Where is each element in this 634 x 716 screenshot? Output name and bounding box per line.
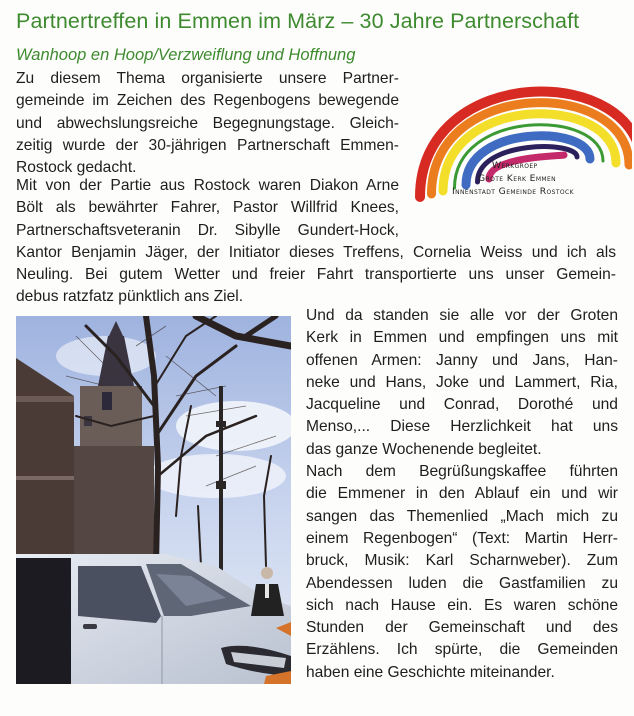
article-photo [16, 316, 291, 684]
text-line: Und da standen sie alle vor der Groten [306, 307, 618, 324]
text-line: Kantor Benjamin Jäger, der Initiator dieses Treffens, Cornelia Weiss und ich als [16, 243, 616, 261]
logo-line-3: Innenstadt Gemeinde Rostock [452, 186, 574, 197]
text-line: Stunden der Gemeinschaft und des [306, 619, 618, 637]
text-line: das ganze Wochenende begleitet. [306, 440, 542, 458]
text-line: einem Regenbogen“ (Text: Martin Herr- [306, 529, 618, 547]
text-line: offenen Armen: Janny und Jans, Han- [306, 351, 618, 369]
text-line: Mit von der Partie aus Rostock waren Diakon Arne [16, 177, 399, 194]
rainbow-logo [410, 57, 632, 203]
photo-church-van [16, 316, 291, 684]
text-line: Abendessen luden die Gastfamilien zu [306, 574, 618, 592]
text-line: neke und Hans, Joke und Lammert, Ria, [306, 373, 618, 391]
logo-line-1: Werkgroep [492, 160, 538, 171]
text-line: Nach dem Begrüßungskaffee führten [306, 463, 618, 481]
text-line: Rostock gedacht. [16, 159, 137, 177]
text-line: Kerk in Emmen und empfingen uns mit [306, 329, 618, 347]
text-line: Jacqueline und Conrad, Dorothé und [306, 396, 618, 414]
text-line: debus ratzfatz pünktlich ans Ziel. [16, 288, 244, 306]
article-subtitle: Wanhoop en Hoop/Verzweiflung und Hoffnung [16, 46, 356, 64]
text-line: Partnerschaftsveteranin Dr. Sibylle Gundert-Hock, [16, 221, 399, 239]
paragraph-arrival [306, 305, 618, 684]
text-line: haben eine Geschichte miteinander. [306, 663, 555, 681]
text-line: und abwechslungsreiche Begegnungstage. Gleich- [16, 114, 399, 132]
text-line: Bölt als bewährter Fahrer, Pastor Willfrid Knees, [16, 199, 399, 217]
text-line: die Emmener in den Ablauf ein und wir [306, 485, 618, 503]
text-line: sangen das Themenlied „Mach mich zu [306, 507, 618, 525]
text-line: Erzählens. Ich spürte, die Gemeinden [306, 641, 618, 659]
text-line: Neuling. Bei gutem Wetter und freier Fahrt transportierte uns unser Gemein- [16, 266, 616, 284]
logo-line-2: Grote Kerk Emmen [478, 173, 557, 184]
text-line: bruck, Musik: Karl Scharnweber). Zum [306, 552, 618, 570]
text-line: sich nach Hause ein. Es waren schöne [306, 596, 618, 614]
text-line: Menso,... Diese Herzlichkeit hat uns [306, 418, 618, 436]
article-title: Partnertreffen in Emmen im März – 30 Jahre Partnerschaft [16, 9, 580, 33]
paragraph-intro [16, 68, 399, 179]
text-line: Zu diesem Thema organisierte unsere Partner- [16, 70, 399, 87]
text-line: zeitig wurde der 30-jährigen Partnerschaft Emmen- [16, 136, 399, 154]
text-line: gemeinde im Zeichen des Regenbogens bewegende [16, 92, 399, 110]
